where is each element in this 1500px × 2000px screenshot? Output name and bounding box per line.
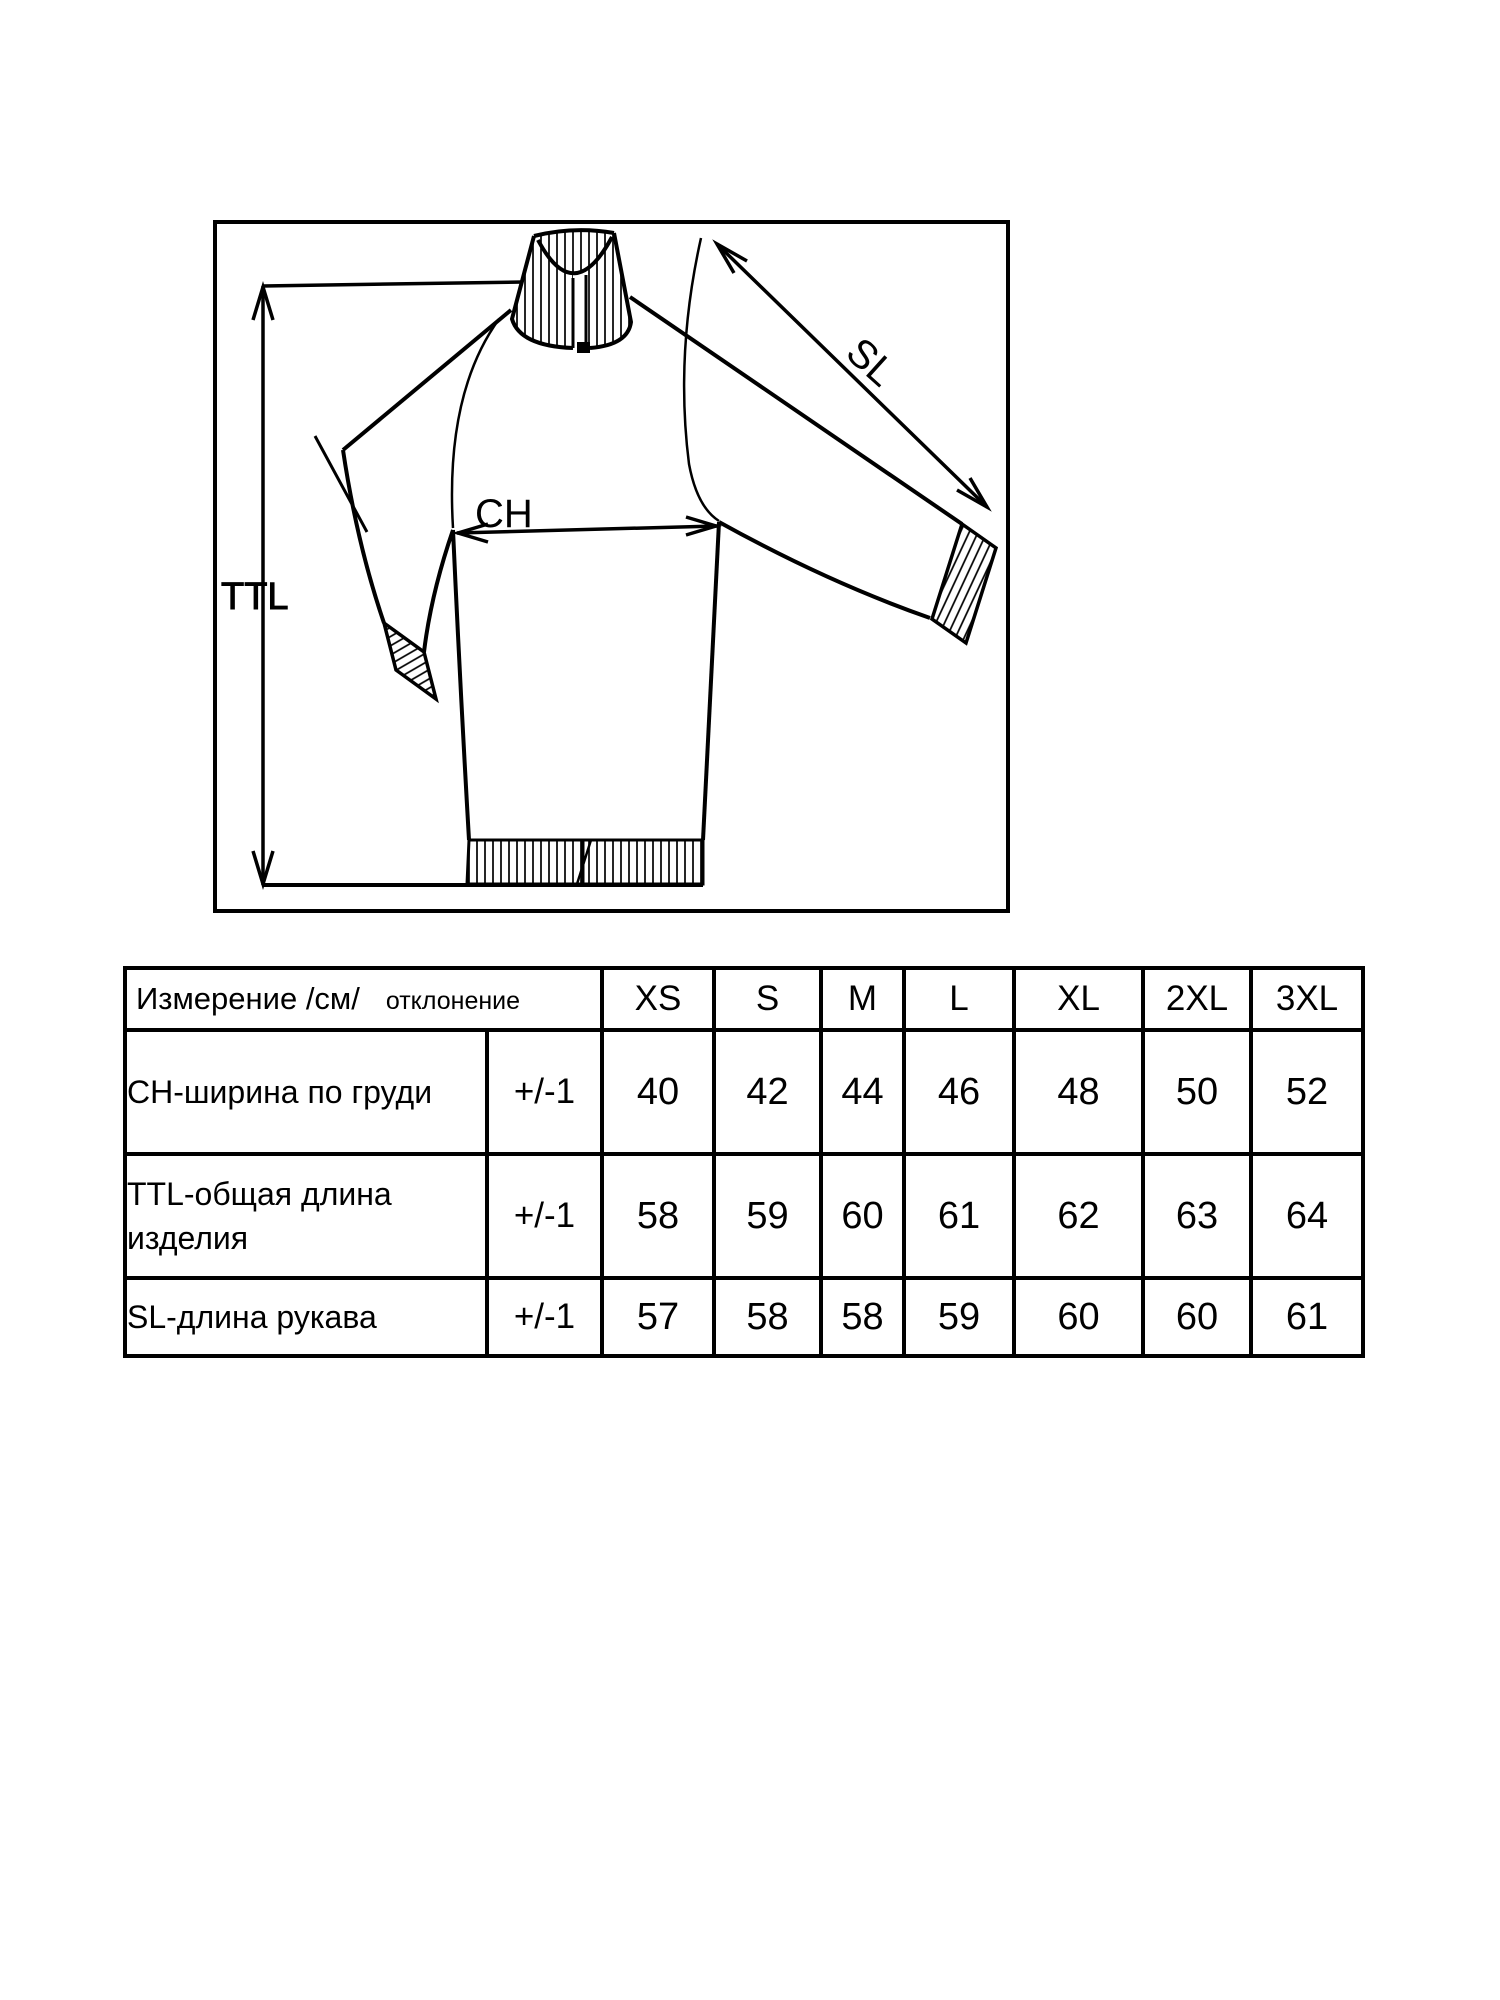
- row-label: SL-длина рукава: [127, 1298, 377, 1335]
- size-header-xl: XL: [1014, 968, 1143, 1030]
- value-cell: 46: [904, 1030, 1014, 1154]
- body: [453, 522, 719, 840]
- value-cell: 62: [1014, 1154, 1143, 1278]
- value-cell: 60: [1143, 1278, 1251, 1356]
- table-row-ch: [125, 1030, 1363, 1154]
- value-cell: 61: [904, 1154, 1014, 1278]
- sl-label: SL: [837, 329, 904, 396]
- right-sleeve: [630, 238, 996, 643]
- tolerance-cell: +/-1: [487, 1030, 602, 1154]
- garment-drawing: [217, 224, 1006, 909]
- size-header-m: M: [821, 968, 904, 1030]
- ch-dimension-arrow: [457, 492, 717, 542]
- ch-label: CH: [475, 492, 533, 536]
- measurement-header-cell: [125, 968, 602, 1030]
- value-cell: 60: [1014, 1278, 1143, 1356]
- table-header-row: [125, 968, 1363, 1030]
- value-cell: 58: [602, 1154, 714, 1278]
- value-cell: 57: [602, 1278, 714, 1356]
- garment-diagram: [213, 220, 1010, 913]
- value-cell: 60: [821, 1154, 904, 1278]
- right-raglan-seam: [684, 238, 719, 521]
- value-cell: 59: [714, 1154, 821, 1278]
- row-label: TTL-общая длина изделия: [127, 1175, 392, 1256]
- value-cell: 48: [1014, 1030, 1143, 1154]
- row-label: CH-ширина по груди: [127, 1073, 433, 1110]
- value-cell: 59: [904, 1278, 1014, 1356]
- ttl-dimension-arrow: [221, 282, 703, 885]
- value-cell: 63: [1143, 1154, 1251, 1278]
- row-label-cell: [125, 1154, 487, 1278]
- sl-dimension-arrow: [717, 244, 987, 507]
- hem: [467, 840, 703, 884]
- tolerance-header-label: отклонение: [385, 987, 521, 1015]
- collar: [512, 230, 631, 353]
- row-label-cell: [125, 1278, 487, 1356]
- value-cell: 58: [714, 1278, 821, 1356]
- zipper-pull: [577, 342, 590, 353]
- value-cell: 61: [1251, 1278, 1363, 1356]
- value-cell: 50: [1143, 1030, 1251, 1154]
- value-cell: 64: [1251, 1154, 1363, 1278]
- value-cell: 58: [821, 1278, 904, 1356]
- top-reference-line: [263, 282, 523, 286]
- size-header-xs: XS: [602, 968, 714, 1030]
- tolerance-cell: +/-1: [487, 1154, 602, 1278]
- tolerance-cell: +/-1: [487, 1278, 602, 1356]
- value-cell: 40: [602, 1030, 714, 1154]
- table-row-ttl: [125, 1154, 1363, 1278]
- value-cell: 44: [821, 1030, 904, 1154]
- size-header-2xl: 2XL: [1143, 968, 1251, 1030]
- elbow-crease: [315, 436, 367, 532]
- ttl-label: TTL: [221, 576, 289, 618]
- right-cuff: [932, 524, 996, 643]
- value-cell: 52: [1251, 1030, 1363, 1154]
- table-row-sl: [125, 1278, 1363, 1356]
- value-cell: 42: [714, 1030, 821, 1154]
- size-header-l: L: [904, 968, 1014, 1030]
- size-header-s: S: [714, 968, 821, 1030]
- measurement-header-label: Измерение /см/: [136, 981, 360, 1016]
- row-label-cell: [125, 1030, 487, 1154]
- size-table: [123, 966, 1365, 1358]
- size-header-3xl: 3XL: [1251, 968, 1363, 1030]
